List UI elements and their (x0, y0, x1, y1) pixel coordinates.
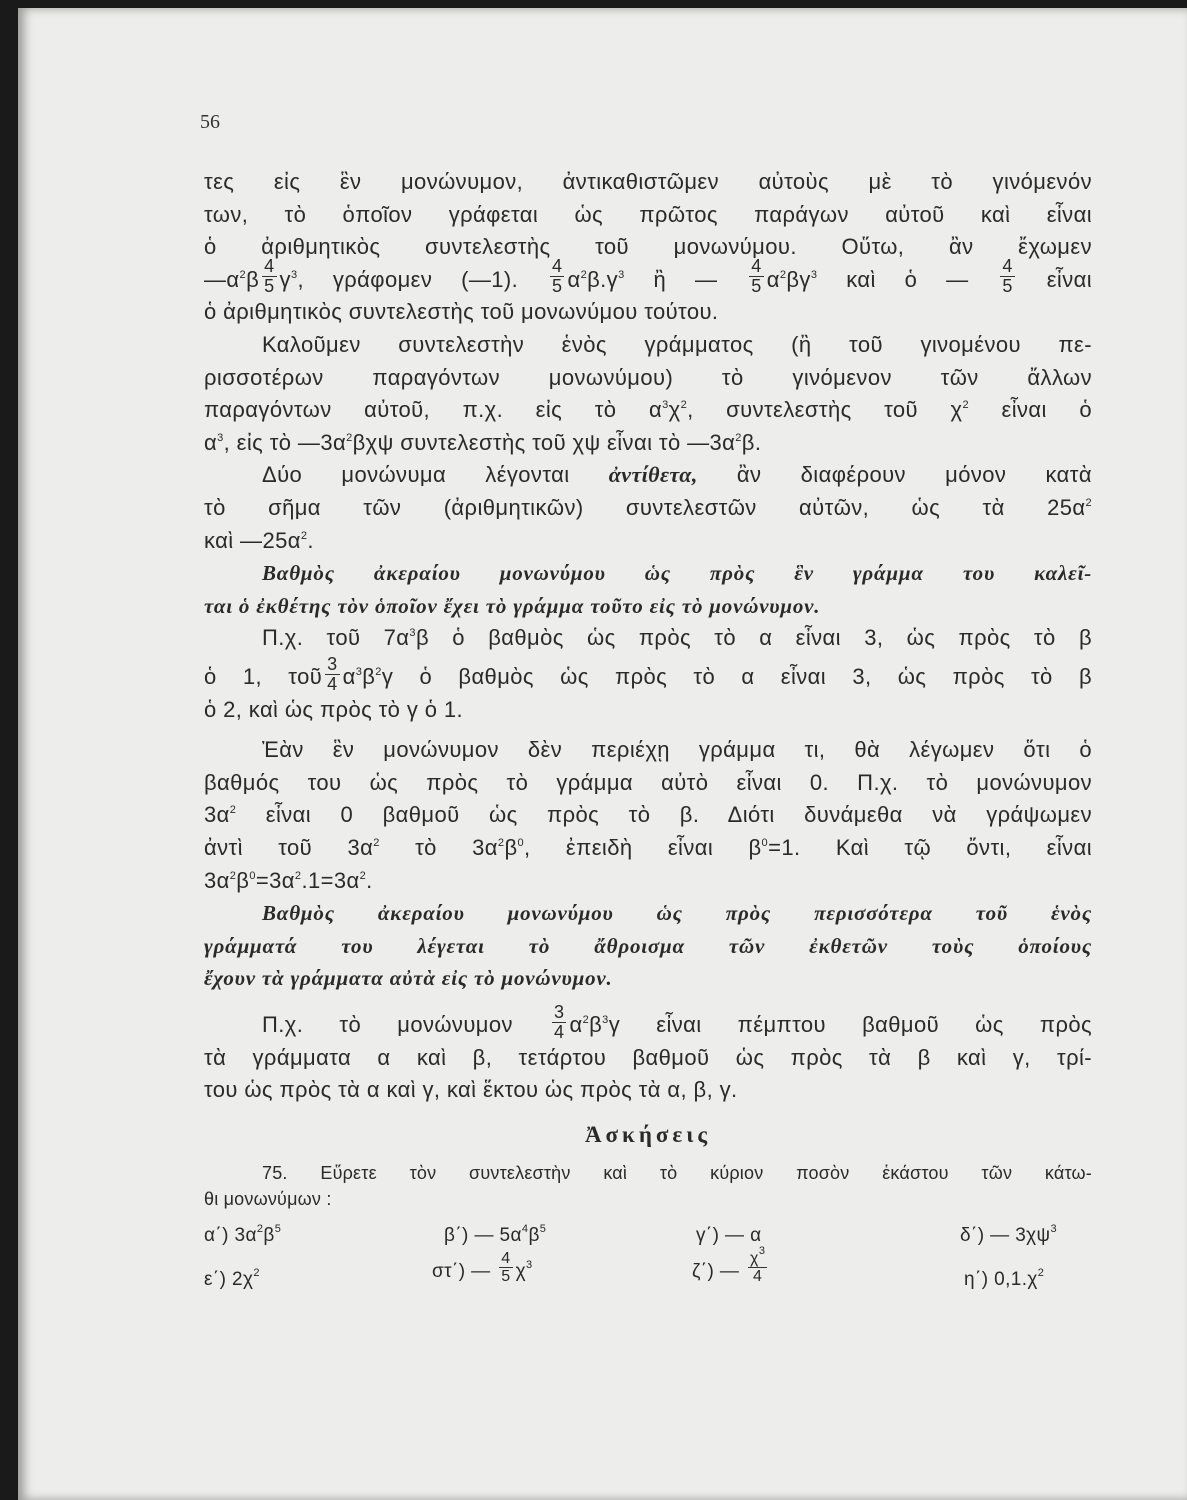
fraction-3-4: $\frac{3}{4}$ (327, 653, 338, 694)
para-zero-degree-line-1: Ἐὰν ἓν μονώνυμον δὲν περιέχῃ γράμμα τι, θὰ λέγωμεν ὅτι ὁ (262, 737, 1092, 763)
example-degree-line-1: Π.χ. τοῦ $7\alpha^3\beta$ ὁ βαθμὸς ὡς πρὸς τὸ α εἶναι 3, ὡς πρὸς τὸ β (262, 625, 1092, 651)
para-zero-degree-line-3: $3\alpha^2$ εἶναι 0 βαθμοῦ ὡς πρὸς τὸ β. Διότι δυνάμεθα νὰ γράψωμεν (204, 802, 1092, 828)
term-opposite: ἀντίθετα, (608, 462, 698, 488)
book-page (18, 8, 1187, 1500)
para-coefficient-line-4: $\alpha^3$, εἰς τὸ $—3\alpha^2\beta\chi\psi$ συντελεστὴς τοῦ χψ εἶναι τὸ $—3\alpha^2\beta$. (204, 429, 762, 455)
exercise-75-line-1: 75. Εὕρετε τὸν συντελεστὴν καὶ τὸ κύριον ποσὸν ἑκάστου τῶν κάτω- (262, 1162, 1092, 1183)
exercise-item-g: ζ΄) — $\frac{\chi^3}{4}$ (692, 1244, 766, 1285)
example-degree-line-3: ὁ 2, καὶ ὡς πρὸς τὸ γ ὁ 1. (204, 696, 464, 722)
definition-total-degree-line-2: γράμματά του λέγεται τὸ ἄθροισμα τῶν ἐκθετῶν τοὺς ὁποίους (204, 933, 1092, 958)
text-line-1: τες εἰς ἓν μονώνυμον, ἀντικαθιστῶμεν αὐτοὺς μὲ τὸ γινόμενόν (204, 169, 1092, 194)
definition-total-degree-line-1: Βαθμὸς ἀκεραίου μονωνύμου ὡς πρὸς περισσότερα τοῦ ἑνὸς (262, 901, 1092, 926)
para-coefficient-line-3: παραγόντων αὐτοῦ, π.χ. εἰς τὸ $\alpha^3\chi^2$, συντελεστὴς τοῦ $\chi^2$ εἶναι ὁ (204, 397, 1092, 423)
exercise-item-b: β΄) — $5\alpha^4\beta^5$ (444, 1222, 547, 1246)
para-coefficient-line-1: Καλοῦμεν συντελεστὴν ἑνὸς γράμματος (ἢ τοῦ γινομένου πε- (262, 332, 1092, 358)
exercise-item-d: δ΄) — $3\chi\psi^3$ (960, 1222, 1058, 1246)
para-opposite-line-1: Δύο μονώνυμα λέγονται ἀντίθετα, ἂν διαφέρουν μόνον κατὰ (262, 462, 1092, 488)
text-line-3: ὁ ἀριθμητικὸς συντελεστὴς τοῦ μονωνύμου. Οὕτω, ἂν ἔχωμεν (204, 234, 1092, 260)
example-total-degree-line-2: τὰ γράμματα α καὶ β, τετάρτου βαθμοῦ ὡς πρὸς τὰ β καὶ γ, τρί- (204, 1044, 1092, 1070)
exercise-75-line-2: θι μονωνύμων : (204, 1188, 332, 1209)
fraction-4-5: $\frac{4}{5}$ (552, 256, 563, 297)
definition-total-degree-line-3: ἔχουν τὰ γράμματα αὐτὰ εἰς τὸ μονώνυμον. (204, 966, 613, 991)
exercise-item-e: ε΄) $2\chi^2$ (204, 1266, 260, 1290)
fraction-x3-4: $\frac{\chi^3}{4}$ (750, 1244, 766, 1285)
fraction-4-5: $\frac{4}{5}$ (264, 256, 275, 297)
para-zero-degree-line-2: βαθμός του ὡς πρὸς τὸ γράμμα αὐτὸ εἶναι 0. Π.χ. τὸ μονώνυμον (204, 769, 1092, 795)
fraction-3-4: $\frac{3}{4}$ (554, 1001, 565, 1042)
exercise-item-a: α΄) $3\alpha^2\beta^5$ (204, 1222, 282, 1246)
exercise-items (204, 1212, 1092, 1302)
definition-degree-line-2: ται ὁ ἐκθέτης τὸν ὁποῖον ἔχει τὸ γράμμα τοῦτο εἰς τὸ μονώνυμον. (204, 593, 821, 618)
page-body (204, 166, 1092, 1302)
text-line-2: των, τὸ ὁποῖον γράφεται ὡς πρῶτος παράγων αὐτοῦ καὶ εἶναι (204, 201, 1092, 227)
example-total-degree-line-3: του ὡς πρὸς τὰ α καὶ γ, καὶ ἕκτου ὡς πρὸς τὰ α, β, γ. (204, 1077, 738, 1103)
text-line-4-formula: $—\alpha^2\beta$ $\frac{4}{5}$ $\gamma^3$, γράφομεν (—1). $\frac{4}{5}$ $\alpha^2\beta.\gamma^3$ ἢ — $\frac{4}{5}$ $\alpha^2\beta\gamma^3$ καὶ ὁ — $\frac{4}{5}$ εἶναι (204, 256, 1092, 297)
page-number: 56 (200, 111, 220, 133)
para-opposite-line-3: καὶ $—25\alpha^2$. (204, 527, 314, 553)
example-degree-line-2: ὁ 1, τοῦ $\frac{3}{4}$ $\alpha^3\beta^2\gamma$ ὁ βαθμὸς ὡς πρὸς τὸ α εἶναι 3, ὡς πρὸς τὸ β (204, 653, 1093, 694)
fraction-4-5: $\frac{4}{5}$ (751, 256, 762, 297)
fraction-4-5: $\frac{4}{5}$ (501, 1249, 511, 1285)
para-zero-degree-line-5: $3\alpha^2\beta^0=3\alpha^2.1=3\alpha^2$. (204, 867, 373, 893)
exercise-item-h: η΄) $0,1.\chi^2$ (964, 1266, 1045, 1290)
example-total-degree-line-1: Π.χ. τὸ μονώνυμον $\frac{3}{4}$ $\alpha^2\beta^3\gamma$ εἶναι πέμπτου βαθμοῦ ὡς πρὸς (262, 1001, 1092, 1042)
para-opposite-line-2: τὸ σῆμα τῶν (ἀριθμητικῶν) συντελεστῶν αὐτῶν, ὡς τὰ $25\alpha^2$ (204, 495, 1092, 521)
para-zero-degree-line-4: ἀντὶ τοῦ $3\alpha^2$ τὸ $3\alpha^2\beta^0$, ἐπειδὴ εἶναι $\beta^0=1$. Καὶ τῷ ὄντι, εἶναι (204, 835, 1092, 861)
exercises-heading: Ἀσκήσεις (584, 1121, 712, 1147)
exercise-item-f: στ΄) — $\frac{4}{5}$ $\chi^3$ (432, 1249, 533, 1285)
para-coefficient-line-2: ρισσοτέρων παραγόντων μονωνύμου) τὸ γινόμενον τῶν ἄλλων (204, 364, 1092, 390)
definition-degree-line-1: Βαθμὸς ἀκεραίου μονωνύμου ὡς πρὸς ἓν γράμμα του καλεῖ- (262, 561, 1092, 586)
fraction-4-5: $\frac{4}{5}$ (1002, 256, 1013, 297)
exercise-item-c: γ΄) — α (696, 1224, 762, 1246)
text-line-5: ὁ ἀριθμητικὸς συντελεστὴς τοῦ μονωνύμου τούτου. (204, 299, 719, 325)
